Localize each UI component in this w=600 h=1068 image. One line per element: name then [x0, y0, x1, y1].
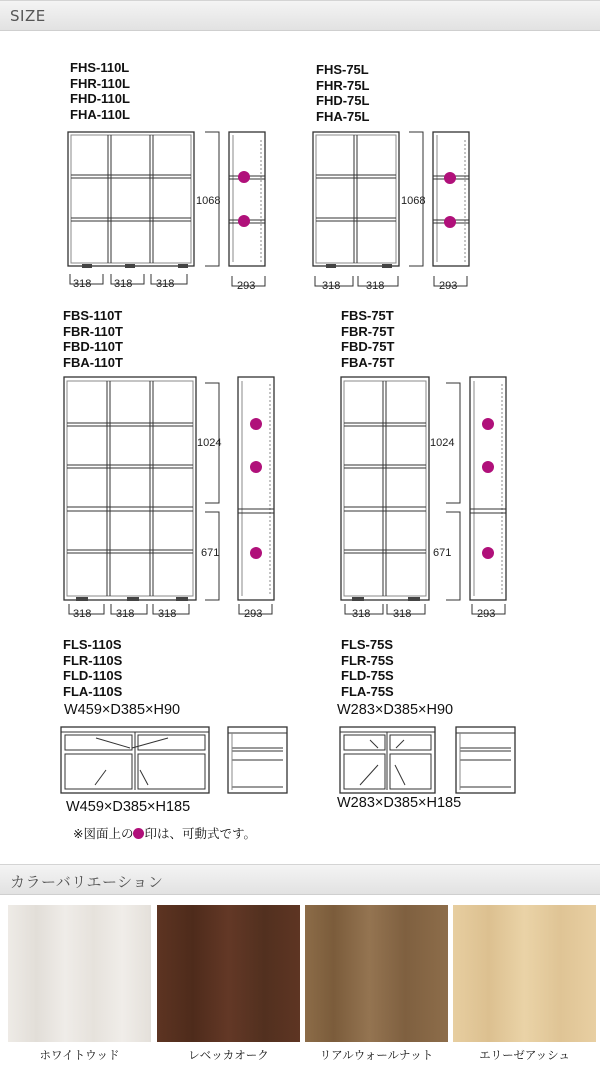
- model-name: FLA-75S: [341, 683, 394, 699]
- movable-shelf-dot: [250, 547, 262, 559]
- movable-shelf-dot: [482, 547, 494, 559]
- movable-note: [73, 824, 256, 842]
- color-variation-title: カラーバリエーション: [10, 873, 164, 891]
- side-view-fhs75l: [433, 132, 469, 266]
- model-name: FBR-75T: [341, 323, 395, 339]
- model-name: FBR-110T: [63, 323, 123, 339]
- model-name: FHS-110L: [70, 60, 130, 75]
- front-view-fhs110l: [68, 132, 194, 268]
- model-name: FHA-75L: [316, 108, 370, 124]
- movable-shelf-dot: [482, 418, 494, 430]
- dim-label: 318: [158, 608, 177, 620]
- side-view-fls110s: [228, 727, 287, 793]
- model-name: FHD-75L: [316, 93, 370, 108]
- swatch-rebecca-oak: [157, 905, 300, 1042]
- model-name: FLD-75S: [341, 668, 394, 683]
- dim-label: 1024: [197, 437, 222, 449]
- model-name: FHS-75L: [316, 62, 369, 77]
- model-name: FLR-110S: [63, 652, 123, 668]
- dim-label: 318: [116, 608, 135, 620]
- movable-shelf-dot: [444, 216, 456, 228]
- dim-label: 318: [366, 280, 385, 292]
- swatch-label: リアルウォールナット: [319, 1048, 434, 1062]
- movable-shelf-dot: [238, 215, 250, 227]
- model-name: FBD-110T: [63, 339, 123, 354]
- dim-label: 293: [477, 608, 496, 620]
- front-view-fbs110t: [64, 377, 196, 601]
- dim-label: 293: [439, 280, 458, 292]
- model-name: FHR-75L: [316, 77, 370, 93]
- side-view-fhs110l: [229, 132, 265, 266]
- movable-shelf-dot: [250, 418, 262, 430]
- swatch-white-wood: [8, 905, 151, 1042]
- movable-shelf-markers: [238, 171, 494, 559]
- dim-label: 671: [433, 547, 452, 559]
- model-name: FBA-110T: [63, 354, 123, 370]
- size-label-fls75s-top: W283×D385×H90: [337, 702, 454, 718]
- swatch-label: レベッカオーク: [188, 1048, 269, 1062]
- note-text: 印は、可動式です。: [144, 826, 256, 841]
- model-name: FHR-110L: [70, 75, 130, 91]
- movable-shelf-dot: [444, 172, 456, 184]
- side-view-fbs75t: [470, 377, 506, 600]
- model-name: FBS-75T: [341, 308, 394, 323]
- model-name: FLD-110S: [63, 668, 123, 683]
- model-name: FLS-75S: [341, 637, 394, 652]
- dim-label: 318: [322, 280, 341, 292]
- swatch-label: エリーゼアッシュ: [479, 1048, 570, 1062]
- front-view-fhs75l: [313, 132, 399, 268]
- movable-dot-icon: [133, 828, 144, 839]
- side-view-fls75s: [456, 727, 515, 793]
- swatch-elise-ash: [453, 905, 596, 1042]
- dim-label: 318: [393, 608, 412, 620]
- model-name: FLR-75S: [341, 652, 394, 668]
- dim-label: 1024: [430, 437, 455, 449]
- dim-label: 318: [114, 278, 133, 290]
- model-name: FHA-110L: [70, 106, 130, 122]
- size-label-fls110s-bottom: W459×D385×H185: [66, 799, 191, 815]
- movable-shelf-dot: [238, 171, 250, 183]
- dim-label: 1068: [401, 195, 426, 207]
- note-text: ※図面上の: [73, 826, 134, 841]
- model-name: FHD-110L: [70, 91, 130, 106]
- model-name: FBA-75T: [341, 354, 395, 370]
- model-name: FBS-110T: [63, 308, 123, 323]
- movable-shelf-dot: [250, 461, 262, 473]
- front-view-fls110s: [61, 727, 209, 793]
- model-name: FLS-110S: [63, 637, 122, 652]
- front-view-fbs75t: [341, 377, 429, 601]
- swatch-label: ホワイトウッド: [39, 1048, 120, 1062]
- dim-label: 1068: [196, 195, 221, 207]
- size-label-fls110s-top: W459×D385×H90: [64, 702, 181, 718]
- dim-label: 318: [352, 608, 371, 620]
- model-name: FBD-75T: [341, 339, 395, 354]
- dim-label: 671: [201, 547, 220, 559]
- size-label-fls75s-bottom: W283×D385×H185: [337, 795, 462, 811]
- dim-label: 318: [73, 608, 92, 620]
- dim-label: 318: [73, 278, 92, 290]
- dim-label: 318: [156, 278, 175, 290]
- swatch-real-walnut: [305, 905, 448, 1042]
- front-view-fls75s: [340, 727, 435, 793]
- size-title: SIZE: [10, 7, 46, 25]
- dim-label: 293: [244, 608, 263, 620]
- movable-shelf-dot: [482, 461, 494, 473]
- dim-label: 293: [237, 280, 256, 292]
- color-variation-header: [0, 864, 600, 895]
- side-view-fbs110t: [238, 377, 274, 600]
- model-name: FLA-110S: [63, 683, 123, 699]
